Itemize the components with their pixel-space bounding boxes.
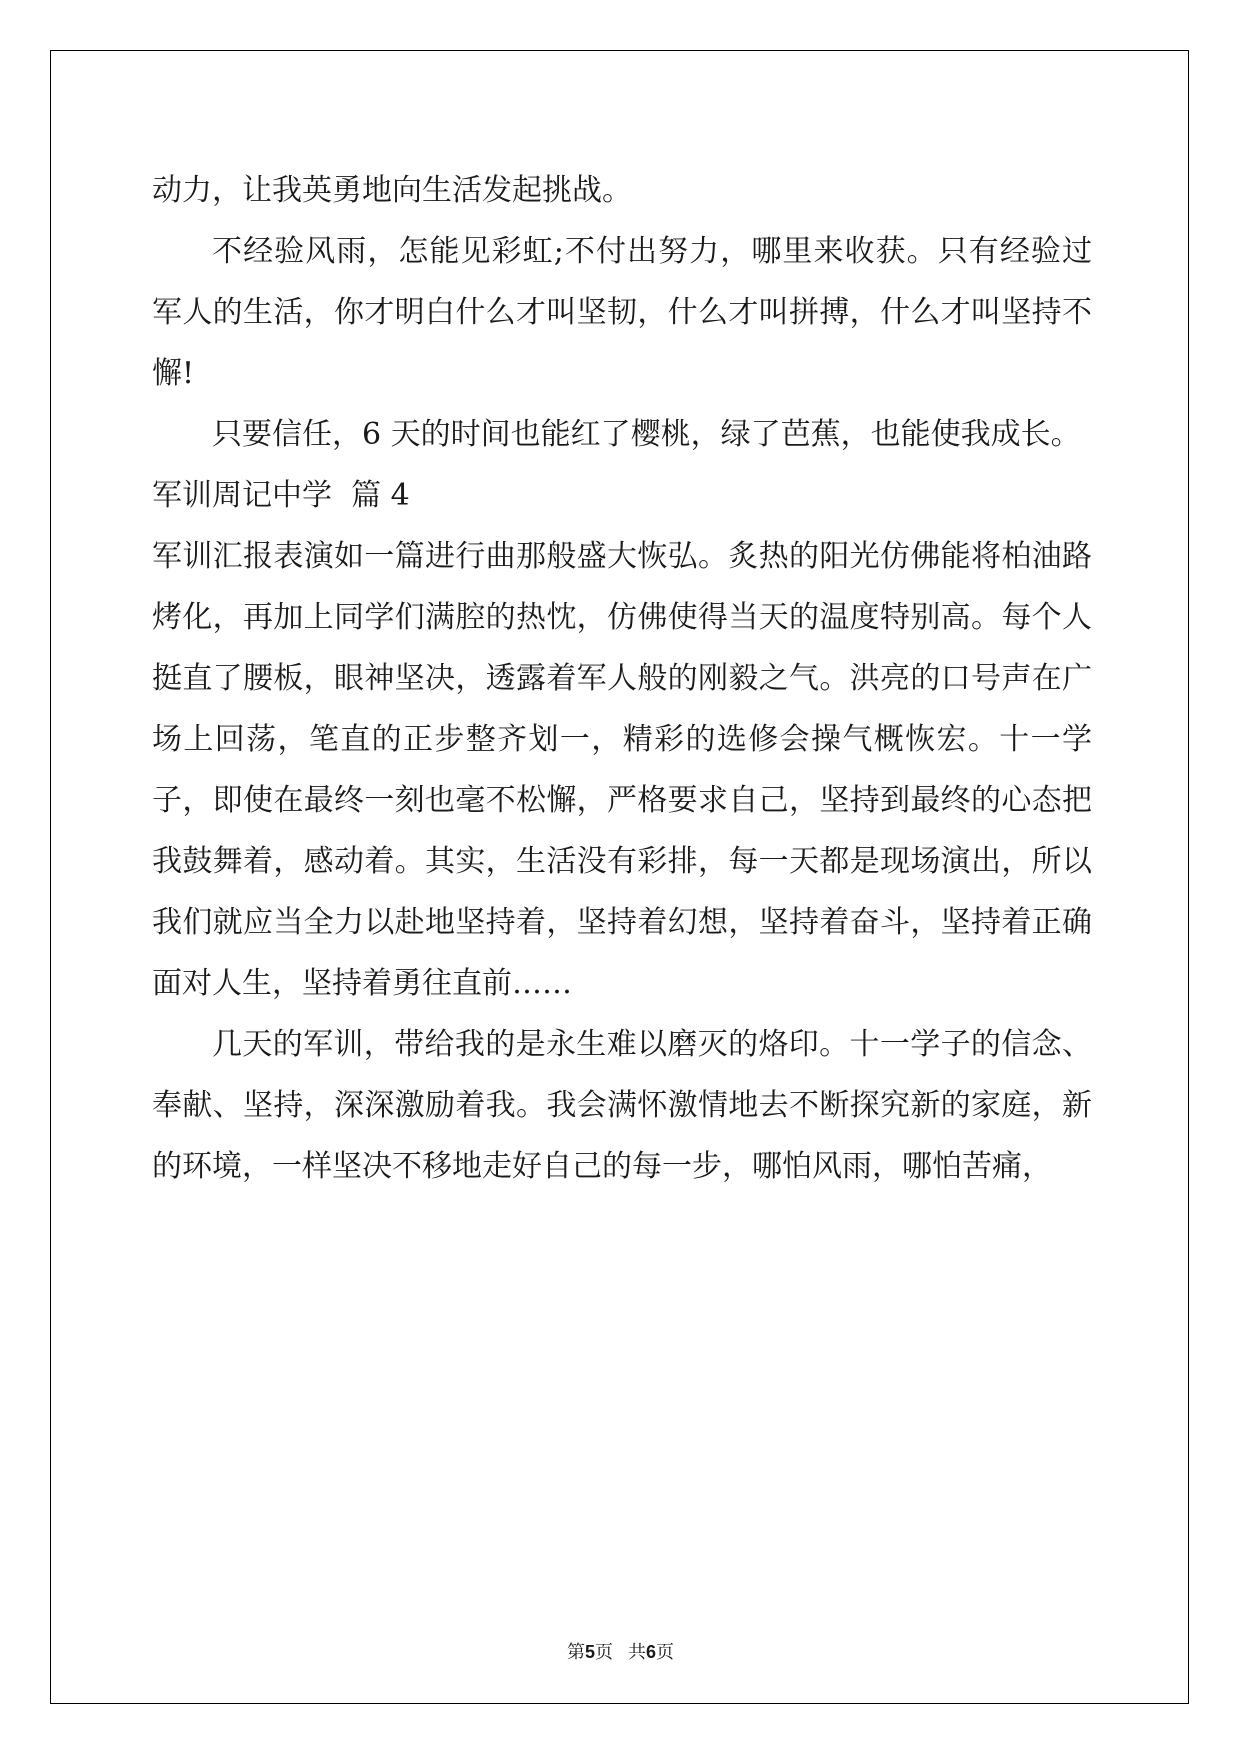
footer-total-pages: 6 (646, 1642, 657, 1662)
paragraph-2: 不经验风雨，怎能见彩虹;不付出努力，哪里来收获。只有经验过军人的生活，你才明白什么才叫坚韧，什么才叫拼搏，什么才叫坚持不懈! (152, 234, 1092, 391)
document-body (152, 160, 1092, 1197)
paragraph-3: 只要信任，6 天的时间也能红了樱桃，绿了芭蕉，也能使我成长。 (212, 417, 1081, 452)
paragraph-5: 几天的军训，带给我的是永生难以磨灭的烙印。十一学子的信念、奉献、坚持，深深激励着我。我会满怀激情地去不断探究新的家庭，新的环境，一样坚决不移地走好自己的每一步，哪怕风雨，哪怕苦痛， (152, 1027, 1092, 1184)
footer-total-suffix: 页 (656, 1642, 675, 1662)
footer-page-number: 5 (584, 1642, 595, 1662)
footer-page-suffix: 页 (594, 1642, 613, 1662)
footer-prefix: 第 (566, 1642, 585, 1662)
section-heading: 军训周记中学 篇 4 (152, 478, 410, 513)
page-footer (0, 1638, 1241, 1664)
paragraph-1: 动力，让我英勇地向生活发起挑战。 (152, 173, 632, 208)
footer-total-prefix: 共 (628, 1642, 646, 1662)
paragraph-4: 军训汇报表演如一篇进行曲那般盛大恢弘。炙热的阳光仿佛能将柏油路烤化，再加上同学们满腔的热忱，仿佛使得当天的温度特别高。每个人挺直了腰板，眼神坚决，透露着军人般的刚毅之气。洪亮的口号声在广场上回荡，笔直的正步整齐划一，精彩的选修会操气概恢宏。十一学子，即使在最终一刻也毫不松懈，严格要求自己，坚持到最终的心态把我鼓舞着，感动着。其实，生活没有彩排，每一天都是现场演出，所以我们就应当全力以赴地坚持着，坚持着幻想，坚持着奋斗，坚持着正确面对人生，坚持着勇往直前…… (152, 539, 1092, 1001)
